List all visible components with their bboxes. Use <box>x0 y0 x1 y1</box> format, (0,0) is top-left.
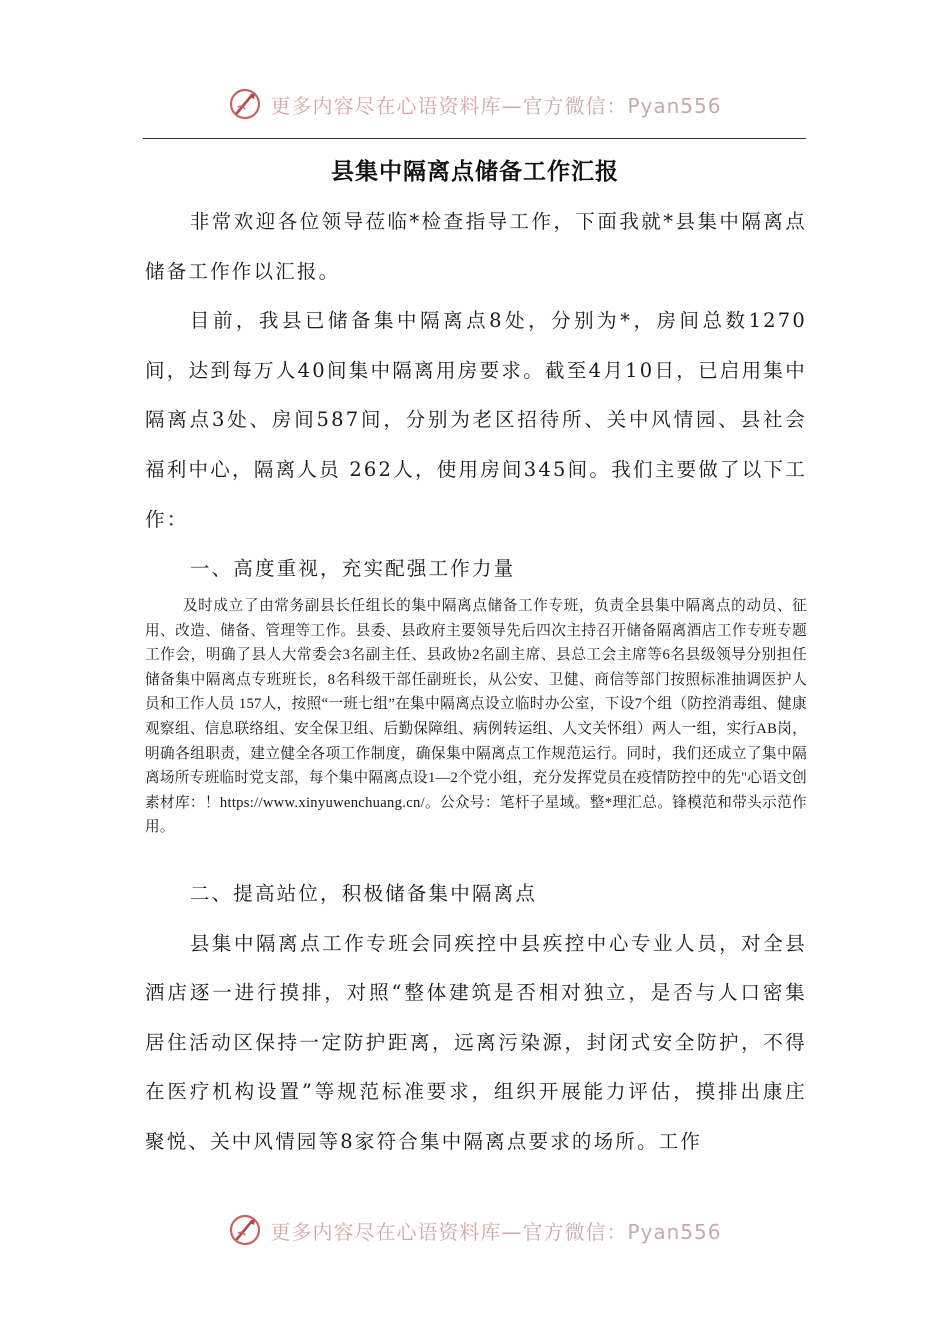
paragraph-section-2: 县集中隔离点工作专班会同疾控中县疾控中心专业人员，对全县酒店逐一进行摸排，对照“整体建筑是否相对独立，是否与人口密集居住活动区保持一定防护距离，远离污染源，封闭式安全防护，不得在医疗机构设置”等规范标准要求，组织开展能力评估，摸排出康庄聚悦、关中风情园等8家符合集中隔离点要求的场所。工作 <box>145 931 807 1153</box>
pen-logo-icon <box>228 1213 262 1247</box>
document-title: 县集中隔离点储备工作汇报 <box>331 159 619 185</box>
paragraph-intro: 非常欢迎各位领导莅临*检查指导工作，下面我就*县集中隔离点储备工作作以汇报。 <box>145 210 807 283</box>
pen-logo-icon <box>228 87 262 121</box>
watermark-text: 更多内容尽在心语资料库—官方微信：Pyan556 <box>270 1219 722 1244</box>
header-divider <box>143 138 806 139</box>
paragraph-overview: 目前，我县已储备集中隔离点8处，分别为*，房间总数1270间，达到每万人40间集中隔离用房要求。截至4月10日，已启用集中隔离点3处、房间587间，分别为老区招待所、关中风情园、县社会福利中心，隔离人员 262人，使用房间345间。我们主要做了以下工作： <box>145 309 807 531</box>
header-watermark-banner <box>0 84 950 124</box>
document-body-bottom <box>145 869 807 1167</box>
footer-watermark-banner <box>0 1210 950 1250</box>
section-heading-2: 二、提高站位，积极储备集中隔离点 <box>189 882 538 905</box>
section-heading-1: 一、高度重视，充实配强工作力量 <box>189 557 516 581</box>
paragraph-section-1: 及时成立了由常务副县长任组长的集中隔离点储备工作专班，负责全县集中隔离点的动员、征用、改造、储备、管理等工作。县委、县政府主要领导先后四次主持召开储备隔离酒店工作专班专题工作会，明确了县人大常委会3名副主任、县政协2名副主席、县总工会主席等6名县级领导分别担任储备集中隔离点专班班长，8名科级干部任副班长，从公安、卫健、商信等部门按照标准抽调医护人员和工作人员 157人，按照“一班七组”在集中隔离点设立临时办公室，下设7个组（防控消毒组、健康观察组、信息联络组、安全保卫组、后勤保障组、病例转运组、人文关怀组）两人一组，实行AB岗，明确各组职责，建立健全各项工作制度，确保集中隔离点工作规范运行。同时，我们还成立了集中隔离场所专班临时党支部，每个集中隔离点设1—2个党小组，充分发挥党员在疫情防控中的先"心语文创素材库：！https://www.xinyuwenchuang.cn/。公众号：笔杆子星域。整*理汇总。锋模范和带头示范作用。 <box>145 598 807 836</box>
document-body-top <box>145 197 807 594</box>
watermark-text: 更多内容尽在心语资料库—官方微信：Pyan556 <box>270 93 722 118</box>
document-body-small <box>145 594 807 840</box>
